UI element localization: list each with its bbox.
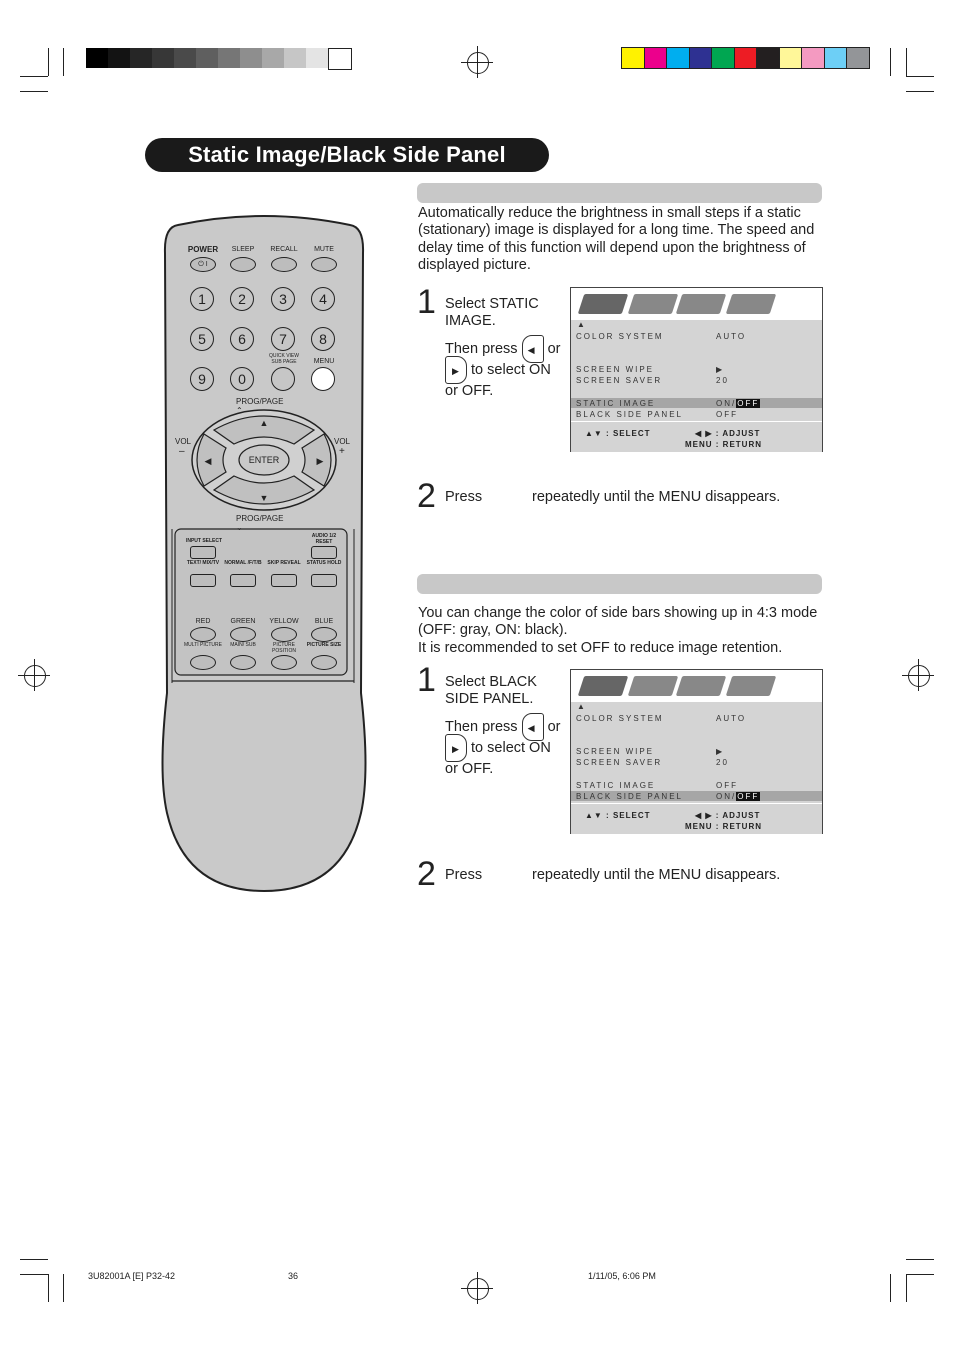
menu-item-label: STATIC IMAGE <box>576 399 656 408</box>
para-line: You can change the color of side bars showing up in 4:3 mode <box>418 605 818 621</box>
step-line: Select BLACK <box>445 674 537 690</box>
svg-text:▲: ▲ <box>259 418 269 428</box>
registration-mark-icon <box>908 665 930 687</box>
green-label: GREEN <box>230 618 256 625</box>
menu-item-value: 20 <box>716 758 729 767</box>
crop-mark <box>906 48 907 76</box>
menu-item-label: BLACK SIDE PANEL <box>576 410 683 419</box>
vol-minus-label: – <box>179 446 185 457</box>
menu-item-value <box>716 792 760 801</box>
right-arrow-button-icon: ▶ <box>445 356 467 384</box>
section-heading-bar <box>417 183 822 203</box>
digit-9-button: 9 <box>190 367 214 391</box>
color-swatch <box>645 48 667 68</box>
page-number: 36 <box>288 1271 299 1281</box>
recall-label: RECALL <box>270 246 298 253</box>
digit-6-button: 6 <box>230 327 254 351</box>
registration-mark-icon <box>24 665 46 687</box>
crop-mark <box>48 1274 49 1302</box>
status-hold-button <box>311 574 337 587</box>
step-line: Select STATIC <box>445 296 539 312</box>
value-on: ON/ <box>716 792 737 801</box>
text-mix-button <box>190 574 216 587</box>
menu-body <box>571 320 822 421</box>
picture-tab-icon <box>578 676 628 696</box>
step-text: or <box>547 718 561 735</box>
crop-mark <box>906 1259 934 1260</box>
crop-mark <box>906 76 934 77</box>
menu-item-value: AUTO <box>716 714 747 723</box>
gray-swatch <box>240 48 262 68</box>
audio-reset-button <box>311 546 337 559</box>
gray-swatch <box>284 48 306 68</box>
vol-plus-label: + <box>339 446 345 457</box>
left-arrow-button-icon: ◀ <box>522 335 544 363</box>
chevron-down-icon: ⌄ <box>236 523 243 532</box>
digit-1-button: 1 <box>190 287 214 311</box>
menu-tabs <box>571 670 822 702</box>
step-text: or OFF. <box>445 761 494 777</box>
quick-view-button <box>271 367 295 391</box>
prog-page-down-label <box>236 514 283 532</box>
print-timestamp: 1/11/05, 6:06 PM <box>588 1271 656 1281</box>
power-button: ⏻ I <box>190 257 216 272</box>
color-swatch <box>712 48 734 68</box>
crop-mark <box>906 91 934 92</box>
input-select-label: INPUT SELECT <box>185 538 223 544</box>
green-button <box>230 627 256 642</box>
gray-swatch <box>152 48 174 68</box>
section-description <box>418 605 828 657</box>
menu-item-label: STATIC IMAGE <box>576 781 656 790</box>
picture-position-label: PICTURE POSITION <box>272 642 296 654</box>
digit-3-button: 3 <box>271 287 295 311</box>
crop-mark <box>63 1274 64 1302</box>
gray-swatch <box>86 48 108 68</box>
menu-item-label: SCREEN WIPE <box>576 747 655 756</box>
main-sub-button <box>230 655 256 670</box>
menu-item-value: AUTO <box>716 332 747 341</box>
step-text: to select ON <box>471 361 551 378</box>
svg-text:▼: ▼ <box>259 493 269 503</box>
adjust-hint: ◀ ▶ : ADJUST <box>695 811 761 820</box>
step-text: or <box>547 340 561 357</box>
color-swatch <box>802 48 824 68</box>
registration-line <box>461 1288 493 1289</box>
step-instruction <box>445 296 539 330</box>
value-off-selected: OFF <box>737 792 760 801</box>
main-sub-label: MAIN/ SUB <box>230 642 256 648</box>
color-swatch <box>825 48 847 68</box>
recall-button <box>271 257 297 272</box>
step-instruction <box>445 734 551 762</box>
prog-page-down-text: PROG/PAGE <box>236 514 284 523</box>
menu-item-value: 20 <box>716 376 729 385</box>
step-line: SIDE PANEL. <box>445 691 534 707</box>
value-on: ON/ <box>716 399 737 408</box>
blue-button <box>311 627 337 642</box>
sound-tab-icon <box>628 294 678 314</box>
step-number: 1 <box>417 661 436 699</box>
crop-mark <box>20 76 48 77</box>
status-hold-label: STATUS HOLD <box>306 560 342 566</box>
gray-swatch <box>174 48 196 68</box>
text-mix-label: TEXT/ MIX/TV <box>186 560 220 566</box>
gray-swatch <box>196 48 218 68</box>
timer-tab-icon <box>726 676 776 696</box>
step-text: repeatedly until the MENU disappears. <box>532 867 781 883</box>
color-swatch <box>735 48 757 68</box>
input-select-button <box>190 546 216 559</box>
menu-item-label: COLOR SYSTEM <box>576 714 664 723</box>
para-line: (OFF: gray, ON: black). <box>418 622 568 639</box>
mute-button <box>311 257 337 272</box>
color-swatch <box>757 48 779 68</box>
gray-swatch <box>218 48 240 68</box>
select-hint: ▲▼ : SELECT <box>585 811 651 820</box>
onscreen-menu <box>570 669 823 834</box>
gray-swatch <box>262 48 284 68</box>
red-label: RED <box>195 618 211 625</box>
step-text: Then press <box>445 340 518 357</box>
digit-4-button: 4 <box>311 287 335 311</box>
chevron-up-icon: ⌃ <box>236 406 243 415</box>
setup-tab-icon <box>676 294 726 314</box>
vol-left-label: VOL <box>175 437 192 446</box>
gray-swatch <box>108 48 130 68</box>
adjust-hint: ◀ ▶ : ADJUST <box>695 429 761 438</box>
vol-right-label: VOL <box>334 437 351 446</box>
page-title: Static Image/Black Side Panel <box>145 138 549 172</box>
crop-mark <box>890 48 891 76</box>
para-line: It is recommended to set OFF to reduce image retention. <box>418 639 783 656</box>
digit-7-button: 7 <box>271 327 295 351</box>
return-hint: MENU : RETURN <box>685 822 762 831</box>
registration-line <box>902 675 934 676</box>
menu-footer <box>571 421 822 452</box>
crop-mark <box>63 48 64 76</box>
multi-picture-button <box>190 655 216 670</box>
menu-item-label: COLOR SYSTEM <box>576 332 664 341</box>
gray-swatch <box>328 48 352 70</box>
menu-footer <box>571 803 822 834</box>
section-description: Automatically reduce the brightness in small steps if a static (stationary) image is displayed for a long time. The speed and delay time of this function will depend upon the brightness of displayed picture. <box>418 205 815 273</box>
menu-item-value: OFF <box>716 781 738 790</box>
step-number: 2 <box>417 855 436 893</box>
svg-text:◀: ◀ <box>204 456 212 466</box>
yellow-button <box>271 627 297 642</box>
digit-8-button: 8 <box>311 327 335 351</box>
left-arrow-button-icon: ◀ <box>522 713 544 741</box>
step-text: repeatedly until the MENU disappears. <box>532 489 781 505</box>
crop-mark <box>20 1259 48 1260</box>
doc-code: 3U82001A [E] P32-42 <box>88 1271 176 1281</box>
picture-position-button <box>271 655 297 670</box>
menu-item-value: ▶ <box>716 747 725 756</box>
setup-tab-icon <box>676 676 726 696</box>
multi-picture-label: MULTI PICTURE <box>184 642 222 648</box>
menu-body <box>571 702 822 803</box>
step-text: Press <box>445 867 483 883</box>
color-swatch <box>667 48 689 68</box>
digit-2-button: 2 <box>230 287 254 311</box>
step-number: 2 <box>417 477 436 515</box>
yellow-label: YELLOW <box>269 618 299 625</box>
step-instruction <box>445 356 551 384</box>
right-arrow-button-icon: ▶ <box>445 734 467 762</box>
sleep-label: SLEEP <box>231 246 255 253</box>
gray-swatch <box>306 48 328 68</box>
audio-reset-label: AUDIO 1/2 RESET <box>311 533 337 545</box>
step-text: to select ON <box>471 739 551 756</box>
step-text: Press <box>445 489 483 505</box>
menu-label: MENU <box>313 358 335 365</box>
red-button <box>190 627 216 642</box>
crop-mark <box>20 1274 48 1275</box>
menu-item-value: ▶ <box>716 365 725 374</box>
svg-text:▶: ▶ <box>316 456 324 466</box>
menu-button <box>311 367 335 391</box>
picture-size-label: PICTURE SIZE <box>306 642 342 648</box>
menu-item-value <box>716 399 760 408</box>
step-text: or OFF. <box>445 383 494 399</box>
value-off-selected: OFF <box>737 399 760 408</box>
crop-mark <box>890 1274 891 1302</box>
step-instruction <box>445 674 537 708</box>
menu-item-value: OFF <box>716 410 738 419</box>
blue-label: BLUE <box>314 618 334 625</box>
normal-label: NORMAL /F/T/B <box>224 560 262 566</box>
power-label: POWER <box>187 245 219 254</box>
menu-item-label: BLACK SIDE PANEL <box>576 792 683 801</box>
section-heading-bar <box>417 574 822 594</box>
quick-view-label: QUICK VIEW SUB PAGE <box>268 353 299 365</box>
mute-label: MUTE <box>314 246 334 253</box>
crop-mark <box>20 91 48 92</box>
color-swatch <box>622 48 644 68</box>
step-line: IMAGE. <box>445 313 496 329</box>
up-arrow-icon: ▲ <box>577 702 587 711</box>
picture-tab-icon <box>578 294 628 314</box>
crop-mark <box>906 1274 907 1302</box>
step-text: Then press <box>445 718 518 735</box>
registration-line <box>18 675 50 676</box>
step-number: 1 <box>417 283 436 321</box>
digit-0-button: 0 <box>230 367 254 391</box>
timer-tab-icon <box>726 294 776 314</box>
registration-mark-icon <box>467 1278 489 1300</box>
crop-mark <box>906 1274 934 1275</box>
select-hint: ▲▼ : SELECT <box>585 429 651 438</box>
picture-size-button <box>311 655 337 670</box>
registration-line <box>461 62 493 63</box>
onscreen-menu <box>570 287 823 452</box>
color-swatch <box>690 48 712 68</box>
sound-tab-icon <box>628 676 678 696</box>
color-swatch <box>847 48 869 68</box>
menu-tabs <box>571 288 822 320</box>
prog-page-up-text: PROG/PAGE <box>236 397 284 406</box>
menu-item-label: SCREEN SAVER <box>576 376 663 385</box>
color-swatch <box>780 48 802 68</box>
up-arrow-icon: ▲ <box>577 320 587 329</box>
registration-mark-icon <box>467 52 489 74</box>
normal-button <box>230 574 256 587</box>
menu-item-label: SCREEN SAVER <box>576 758 663 767</box>
return-hint: MENU : RETURN <box>685 440 762 449</box>
digit-5-button: 5 <box>190 327 214 351</box>
menu-item-label: SCREEN WIPE <box>576 365 655 374</box>
crop-mark <box>48 48 49 76</box>
sleep-button <box>230 257 256 272</box>
skip-reveal-button <box>271 574 297 587</box>
skip-reveal-label: SKIP REVEAL <box>267 560 301 566</box>
enter-button-label: ENTER <box>248 455 280 465</box>
gray-swatch <box>130 48 152 68</box>
prog-page-up-label <box>236 397 283 415</box>
